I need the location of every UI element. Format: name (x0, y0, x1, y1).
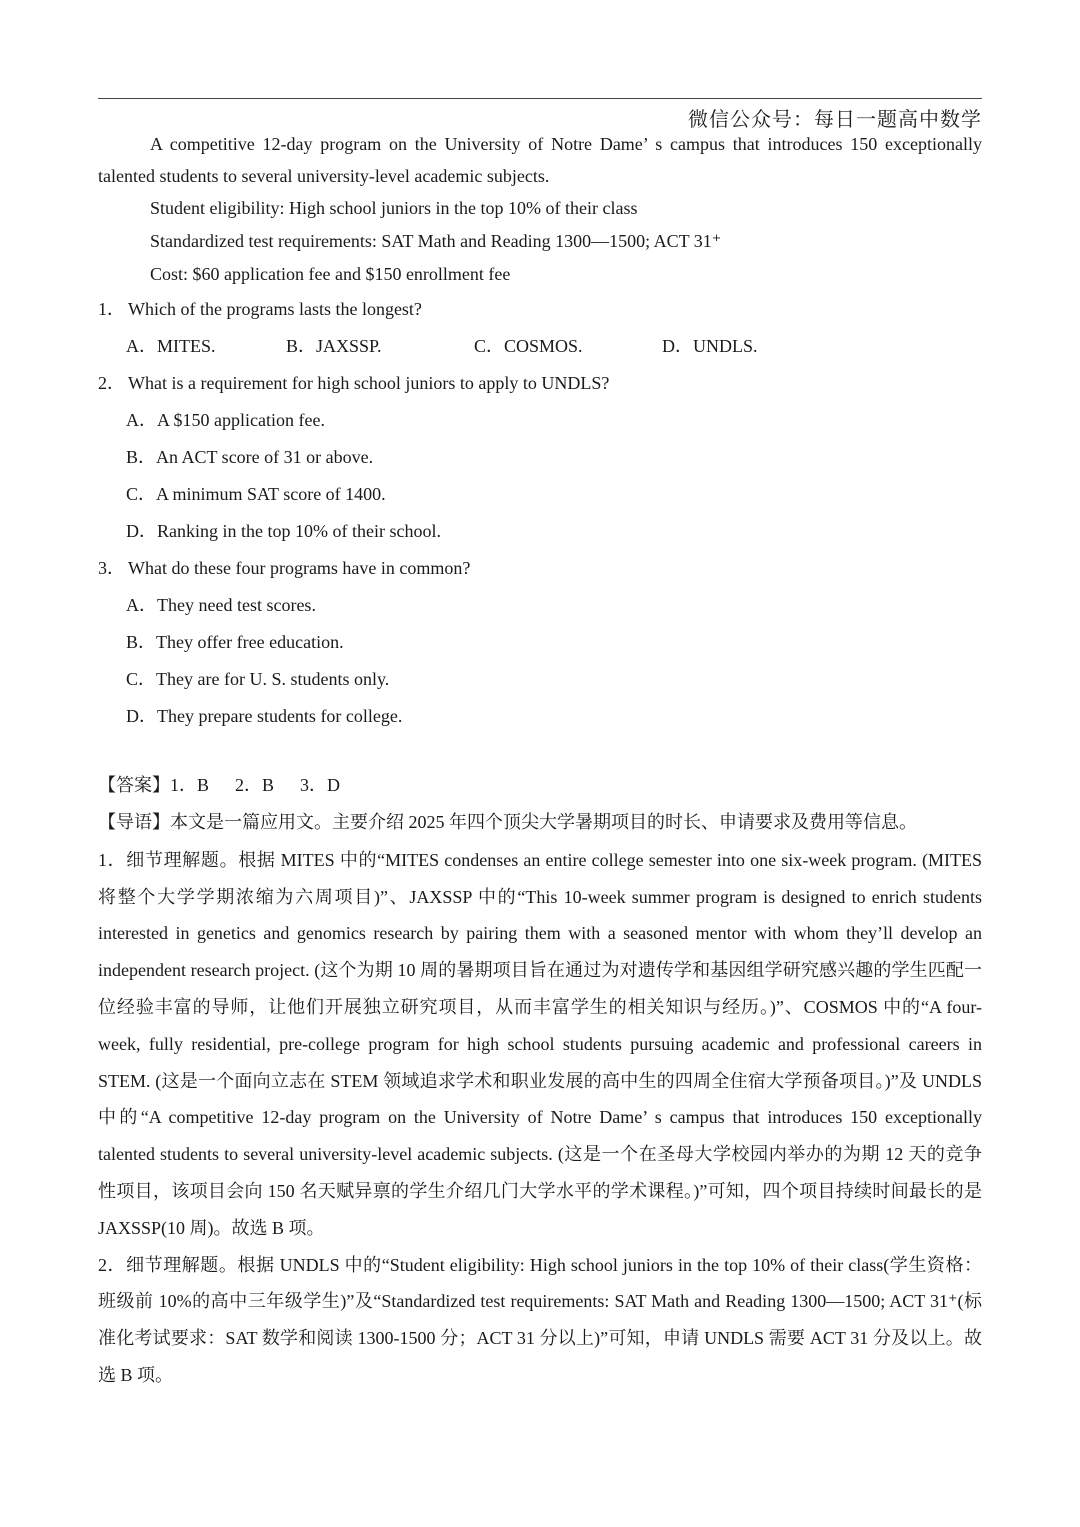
explanation-1: 1．细节理解题。根据 MITES 中的“MITES condenses an entire college semester into one six-week program. (MITES 将整个大学学期浓缩为六周项目)”、JAXSSP 中的“This 10-week summer program is designed to enrich students interested in genetics and genomics research by pairing them with a seasoned mentor with whom they’ll develop an independent research project. (这个为期 10 周的暑期项目旨在通过为对遗传学和基因组学研究感兴趣的学生匹配一位经验丰富的导师，让他们开展独立研究项目，从而丰富学生的相关知识与经历。)”、COSMOS 中的“A four-week, fully residential, pre-college program for high school students pursuing academic and professional careers in STEM. (这是一个面向立志在 STEM 领域追求学术和职业发展的高中生的四周全住宿大学预备项目。)”及 UNDLS 中的“A competitive 12-day program on the University of Notre Dame’ s campus that introduces 150 exceptionally talented students to several university-level academic subjects. (这是一个在圣母大学校园内举办的为期 12 天的竞争性项目，该项目会向 150 名天赋异禀的学生介绍几门大学水平的学术课程。)”可知，四个项目持续时间最长的是 JAXSSP(10 周)。故选 B 项。 (98, 849, 982, 1238)
question-1-options (98, 328, 982, 365)
option-3c: C．They are for U. S. students only. (126, 669, 390, 689)
passage-eligibility: Student eligibility: High school juniors in the top 10% of their class (150, 198, 638, 218)
guide-text: 本文是一篇应用文。主要介绍 2025 年四个顶尖大学暑期项目的时长、申请要求及费用等信息。 (170, 812, 917, 832)
question-1-number: 1． (98, 299, 125, 319)
option-1c: C．COSMOS. (474, 336, 583, 356)
passage-intro: A competitive 12-day program on the University of Notre Dame’ s campus that introduces 150 exceptionally talented students to several university-level academic subjects. (98, 134, 982, 186)
guide-line (98, 804, 982, 842)
question-1-text: Which of the programs lasts the longest? (128, 299, 422, 319)
option-3a: A．They need test scores. (126, 595, 316, 615)
guide-label: 【导语】 (98, 812, 170, 833)
option-3b: B．They offer free education. (126, 632, 344, 652)
document-content (98, 128, 982, 1394)
question-2 (98, 365, 982, 402)
option-1b: B．JAXSSP. (286, 336, 382, 356)
header-source: 微信公众号：每日一题高中数学 (688, 107, 982, 131)
passage-test-requirements: Standardized test requirements: SAT Math and Reading 1300—1500; ACT 31⁺ (150, 231, 722, 251)
option-1d: D．UNDLS. (662, 336, 758, 356)
option-2c: C．A minimum SAT score of 1400. (126, 484, 386, 504)
passage-cost: Cost: $60 application fee and $150 enrollment fee (150, 264, 511, 284)
question-3-number: 3． (98, 558, 125, 578)
answer-3: 3．D (300, 775, 341, 795)
option-2a: A．A $150 application fee. (126, 410, 325, 430)
question-2-number: 2． (98, 373, 125, 393)
header-rule (98, 98, 982, 99)
option-2d: D．Ranking in the top 10% of their school. (126, 521, 441, 541)
question-1 (98, 291, 982, 328)
answer-1: 1．B (170, 775, 210, 795)
answer-line (98, 767, 982, 804)
question-3-text: What do these four programs have in common? (128, 558, 471, 578)
answer-label: 【答案】 (98, 775, 170, 796)
question-2-text: What is a requirement for high school juniors to apply to UNDLS? (128, 373, 610, 393)
question-3 (98, 550, 982, 587)
section-spacer (98, 735, 982, 767)
option-2b: B．An ACT score of 31 or above. (126, 447, 374, 467)
explanation-2: 2．细节理解题。根据 UNDLS 中的“Student eligibility: High school juniors in the top 10% of their class(学生资格：班级前 10%的高中三年级学生)”及“Standardized test requirements: SAT Math and Reading 1300—1500; ACT 31⁺(标准化考试要求：SAT 数学和阅读 1300-1500 分；ACT 31 分以上)”可知，申请 UNDLS 需要 ACT 31 分及以上。故选 B 项。 (98, 1254, 982, 1385)
option-3d: D．They prepare students for college. (126, 706, 403, 726)
option-1a: A．MITES. (126, 336, 216, 356)
answer-2: 2．B (235, 775, 275, 795)
